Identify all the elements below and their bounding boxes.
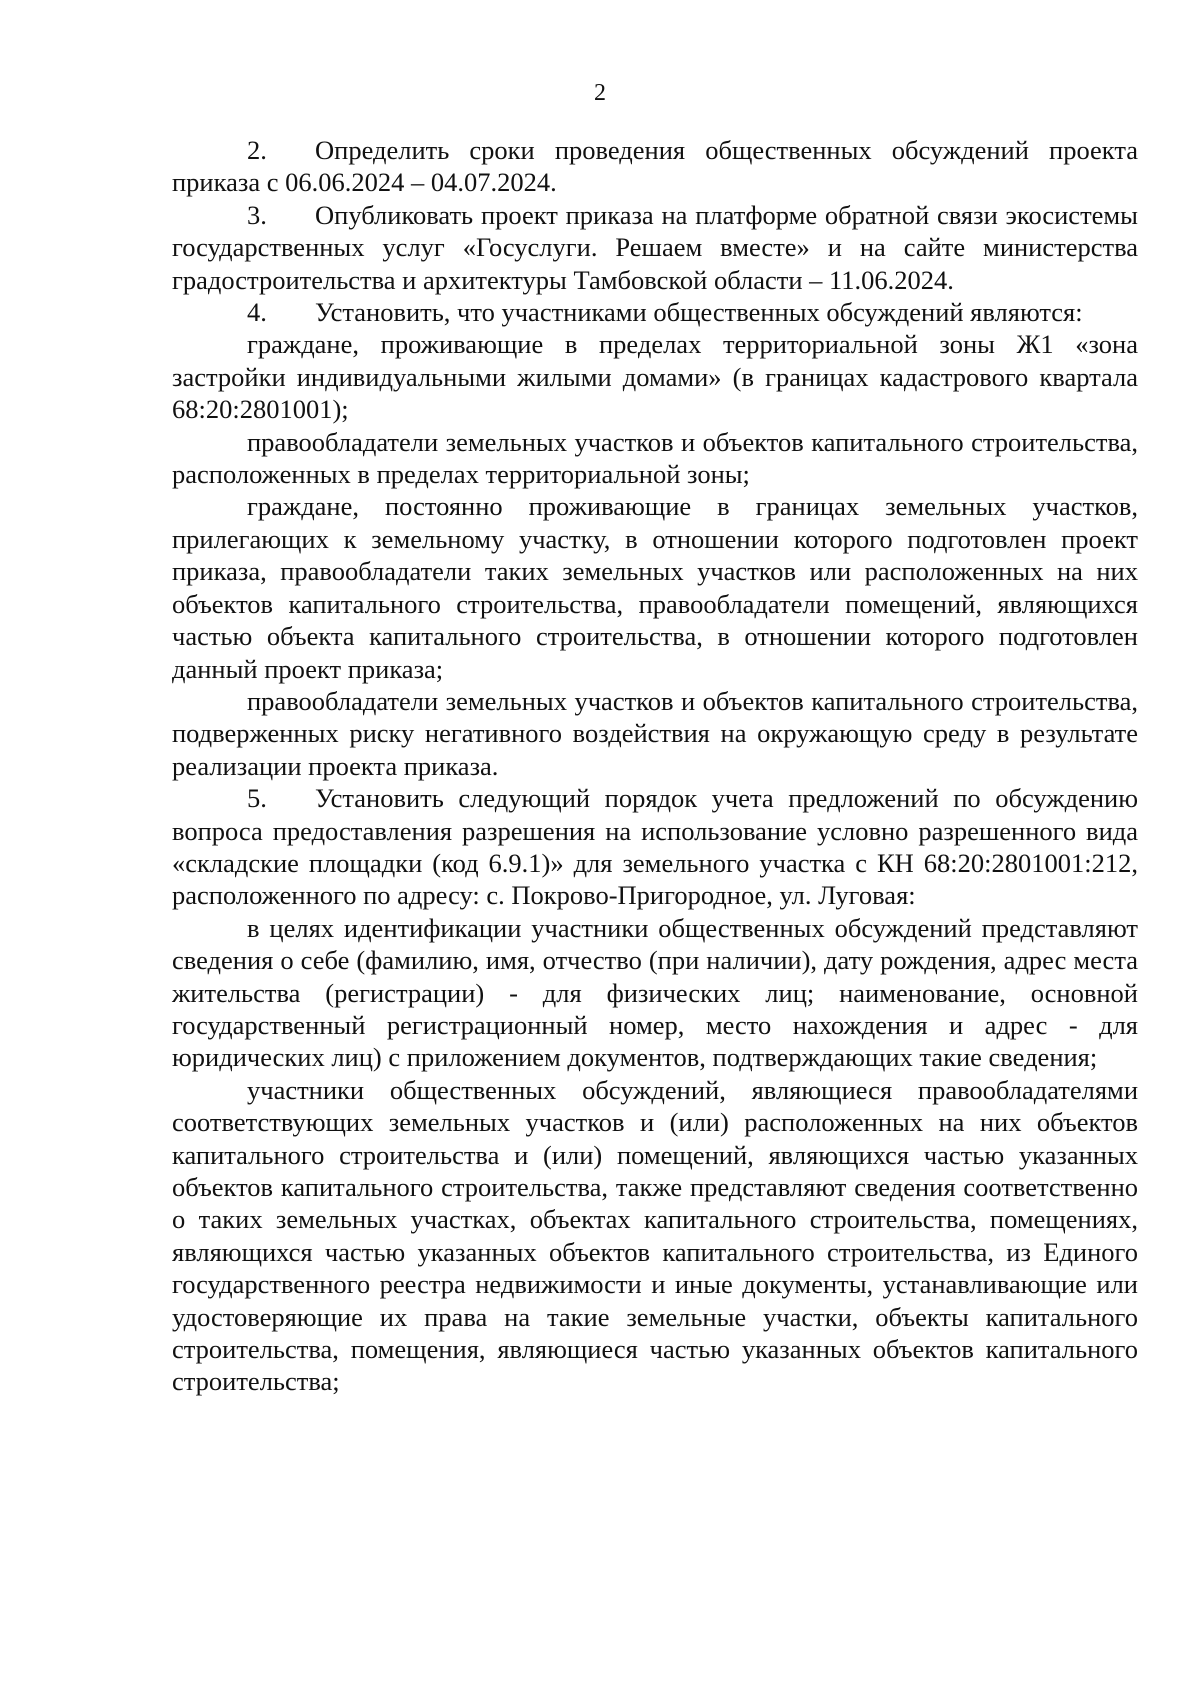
paragraph-text: Установить следующий порядок учета предложений по обсуждению вопроса предоставления разрешения на использование условно разрешенного вида «складские площадки (код 6.9.1)» для земельного участка с КН 68:20:2801001:212, расположенного по адресу: с. Покрово-Пригородное, ул. Луговая: [172, 783, 1138, 911]
paragraph-2 [172, 134, 1138, 199]
list-item-adjacent-residents: граждане, постоянно проживающие в границах земельных участков, прилегающих к земельному участку, в отношении которого подготовлен проект приказа, правообладатели таких земельных участков или расположенных на них объектов капитального строительства, правообладатели помещений, являющихся частью объекта капитального строительства, в отношении которого подготовлен данный проект приказа; [172, 491, 1138, 684]
list-item-rightholders-risk: правообладатели земельных участков и объектов капитального строительства, подверженных риску негативного воздействия на окружающую среду в результате реализации проекта приказа. [172, 685, 1138, 781]
list-item-rightholders-zone: правообладатели земельных участков и объектов капитального строительства, расположенных в пределах территориальной зоны; [172, 426, 1138, 490]
paragraph-number: 5. [247, 783, 267, 814]
list-item-rightholder-documents: участники общественных обсуждений, являющиеся правообладателями соответствующих земельных участков и (или) расположенных на них объектов капитального строительства и (или) помещений, являющихся частью указанных объектов капитального строительства, также представляют сведения соответственно о таких земельных участках, объектах капитального строительства, помещениях, являющихся частью указанных объектов капитального строительства, из Единого государственного реестра недвижимости и иные документы, устанавливающие или удостоверяющие их права на такие земельные участки, объекты капитального строительства, помещения, являющиеся частью указанных объектов капитального строительства; [172, 1074, 1138, 1397]
paragraph-text: Определить сроки проведения общественных обсуждений проекта приказа с 06.06.2024 – 04.07.2024. [172, 135, 1138, 198]
list-item-identification: в целях идентификации участники общественных обсуждений представляют сведения о себе (фамилию, имя, отчество (при наличии), дату рождения, адрес места жительства (регистрации) - для физических лиц; наименование, основной государственный регистрационный номер, место нахождения и адрес - для юридических лиц) с приложением документов, подтверждающих такие сведения; [172, 912, 1138, 1073]
paragraph-text: Опубликовать проект приказа на платформе обратной связи экосистемы государственных услуг «Госуслуги. Решаем вместе» и на сайте министерства градостроительства и архитектуры Тамбовской области – 11.06.2024. [172, 199, 1138, 295]
list-item-residents: граждане, проживающие в пределах территориальной зоны Ж1 «зона застройки индивидуальными жилыми домами» (в границах кадастрового квартала 68:20:2801001); [172, 329, 1138, 425]
page-number: 2 [594, 80, 606, 106]
paragraph-number: 2. [247, 135, 267, 165]
paragraph-4 [172, 296, 1138, 328]
paragraph-5 [172, 782, 1138, 912]
paragraph-text: Установить, что участниками общественных обсуждений являются: [315, 297, 1083, 328]
paragraph-number: 3. [247, 199, 267, 230]
paragraph-number: 4. [247, 297, 267, 328]
document-body [172, 134, 1138, 1398]
paragraph-3 [172, 199, 1138, 296]
